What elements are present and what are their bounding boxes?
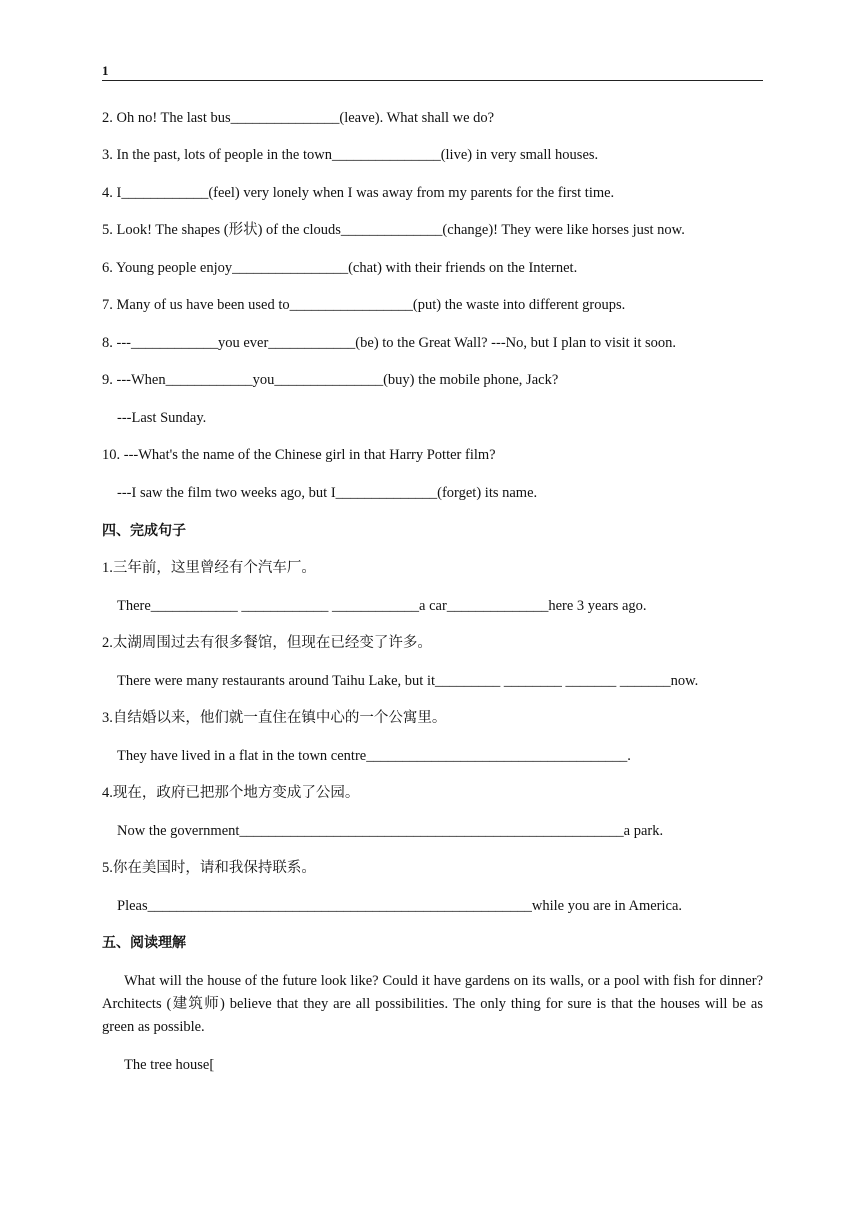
exercise-item-3: 3. In the past, lots of people in the town_______________(live) in very small houses.: [102, 147, 599, 163]
sentence-2-chinese: 2.太湖周围过去有很多餐馆，但现在已经变了许多。: [102, 635, 432, 651]
document-page: [102, 0, 763, 1216]
sentence-2-english: There were many restaurants around Taihu Lake, but it_________ ________ _______ _______now.: [117, 673, 699, 689]
reading-paragraph: What will the house of the future look like? Could it have gardens on its walls, or a pool with fish for dinner? Architects (建筑师) believe that they are all possibilities. The only thing for sure is that the houses will be as green as possible.: [102, 973, 763, 1035]
sentence-4-english: Now the government_____________________________________________________a park.: [117, 823, 664, 839]
sentence-4-chinese: 4.现在，政府已把那个地方变成了公园。: [102, 785, 360, 801]
sentence-3-chinese: 3.自结婚以来，他们就一直住在镇中心的一个公寓里。: [102, 710, 447, 726]
exercise-item-8: 8. ---____________you ever____________(be) to the Great Wall? ---No, but I plan to visit it soon.: [102, 335, 677, 351]
sentence-5-english: Pleas_____________________________________________________while you are in America.: [117, 898, 683, 914]
exercise-item-10: 10. ---What's the name of the Chinese girl in that Harry Potter film?: [102, 447, 496, 463]
sentence-5-chinese: 5.你在美国时，请和我保持联系。: [102, 860, 316, 876]
exercise-item-4: 4. I____________(feel) very lonely when I was away from my parents for the first time.: [102, 185, 615, 201]
exercise-item-2: 2. Oh no! The last bus_______________(leave). What shall we do?: [102, 110, 495, 126]
exercise-item-9: 9. ---When____________you_______________(buy) the mobile phone, Jack?: [102, 372, 559, 388]
exercise-item-10-answer: ---I saw the film two weeks ago, but I______________(forget) its name.: [117, 485, 538, 501]
section-heading-reading: 五、阅读理解: [102, 935, 186, 951]
exercise-item-6: 6. Young people enjoy________________(chat) with their friends on the Internet.: [102, 260, 578, 276]
section-heading-complete-sentences: 四、完成句子: [102, 523, 186, 539]
sentence-3-english: They have lived in a flat in the town centre____________________________________.: [117, 748, 631, 764]
exercise-item-9-answer: ---Last Sunday.: [117, 410, 207, 426]
exercise-item-7: 7. Many of us have been used to_________________(put) the waste into different groups.: [102, 297, 626, 313]
sentence-1-chinese: 1.三年前，这里曾经有个汽车厂。: [102, 560, 316, 576]
sentence-1-english: There____________ ____________ ____________a car______________here 3 years ago.: [117, 598, 647, 614]
reading-subheading: The tree house[: [124, 1057, 215, 1073]
page-header: [102, 64, 763, 81]
exercise-item-5: 5. Look! The shapes (形状) of the clouds______________(change)! They were like horses just now.: [102, 222, 685, 238]
page-number: 1: [102, 63, 109, 78]
